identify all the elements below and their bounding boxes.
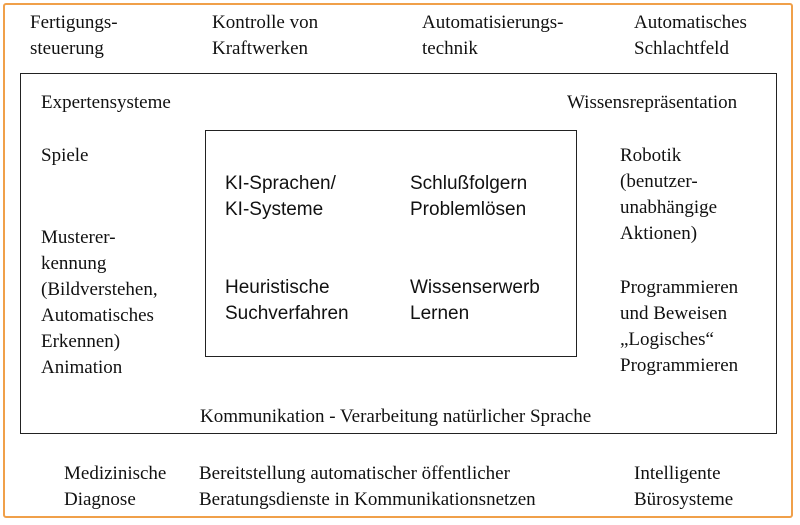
label-buerosysteme: Intelligente Bürosysteme: [634, 463, 734, 510]
label-fertigungssteuerung: Fertigungs- steuerung: [30, 12, 118, 59]
label-wissenserwerb: Wissenserwerb Lernen: [410, 277, 540, 324]
label-mustererkennung: Musterer- kennung (Bildverstehen, Automatisches Erkennen) Animation: [41, 227, 158, 378]
label-robotik: Robotik (benutzer- unabhängige Aktionen): [620, 145, 718, 244]
label-wissensrepraesentation: Wissensrepräsentation: [567, 92, 738, 113]
label-beratungsdienste: Bereitstellung automatischer öffentlicher Beratungsdienste in Kommunikationsnetzen: [199, 463, 536, 510]
label-kontrolle-kraftwerke: Kontrolle von Kraftwerken: [212, 12, 319, 59]
label-heuristische-suchverfahren: Heuristische Suchverfahren: [225, 277, 349, 324]
label-medizinische-diagnose: Medizinische Diagnose: [64, 463, 167, 510]
label-spiele: Spiele: [41, 145, 89, 166]
label-programmieren: Programmieren und Beweisen „Logisches“ Programmieren: [620, 277, 739, 376]
label-expertensysteme: Expertensysteme: [41, 92, 171, 113]
label-automatisierungstechnik: Automatisierungs- technik: [422, 12, 564, 59]
label-schlussfolgern: Schlußfolgern Problemlösen: [410, 173, 528, 220]
label-automatisches-schlachtfeld: Automatisches Schlachtfeld: [634, 12, 747, 59]
label-ki-sprachen: KI-Sprachen/ KI-Systeme: [225, 173, 336, 220]
label-kommunikation: Kommunikation - Verarbeitung natürlicher Sprache: [200, 406, 592, 427]
